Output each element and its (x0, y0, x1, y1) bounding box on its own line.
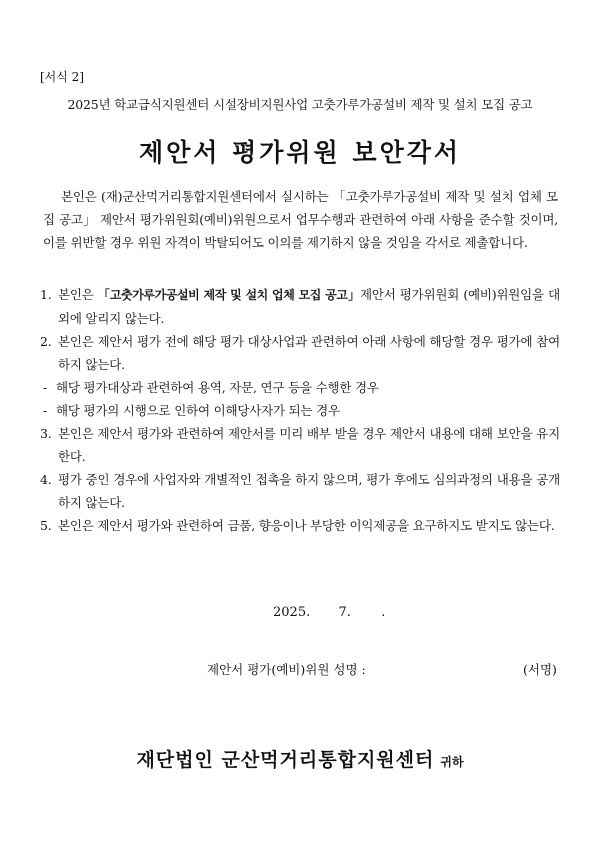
pledge-item-2 (40, 330, 560, 376)
pledge-item-3 (40, 422, 560, 468)
pledge-item-1 (40, 283, 560, 330)
document-title: 제안서 평가위원 보안각서 (138, 138, 462, 167)
date-month: 7. (338, 605, 351, 620)
recipient-line (0, 745, 600, 772)
pledge-item-4 (40, 468, 560, 514)
pledge-prefix: 본인은 (58, 287, 98, 302)
pledge-number: 2. (40, 334, 52, 349)
pledge-text: 본인은 제안서 평가와 관련하여 제안서를 미리 배부 받을 경우 제안서 내용에 대해 보안을 유지한다. (58, 426, 560, 464)
sub-list (40, 376, 560, 422)
pledge-number: 3. (40, 426, 52, 441)
pledge-number: 5. (40, 518, 52, 533)
pledge-text (58, 287, 560, 326)
intro-paragraph: 본인은 (재)군산먹거리통합지원센터에서 실시하는 「고춧가루가공설비 제작 및 설치 업체 모집 공고」 제안서 평가위원회(예비)위원으로서 업무수행과 관련하여 아래 사항을 준수할 것이며, 이를 위반할 경우 위원 자격이 박탈되어도 이의를 제기하지 않을 것임을 각서로 제출합니다. (43, 189, 558, 250)
pledge-text: 본인은 제안서 평가 전에 해당 평가 대상사업과 관련하여 아래 사항에 해당할 경우 평가에 참여하지 않는다. (58, 334, 560, 372)
recipient-organization: 재단법인 군산먹거리통합지원센터 (136, 749, 435, 771)
pledge-suffix: 제안서 평가위원회 (예비)위원임을 대외에 알리지 않는다. (58, 287, 560, 326)
document-subtitle: 2025년 학교급식지원센터 시설장비지원사업 고춧가루가공설비 제작 및 설치 모집 공고 (67, 97, 533, 112)
date-line (273, 605, 385, 620)
recipient-honorific: 귀하 (440, 755, 464, 769)
sub-item: - 해당 평가의 시행으로 인하여 이해당사자가 되는 경우 (43, 403, 340, 418)
signature-seal: (서명) (523, 662, 557, 677)
notice-name: 「고춧가루가공설비 제작 및 설치 업체 모집 공고」 (97, 288, 360, 302)
pledge-item-5 (40, 514, 560, 537)
pledge-sub-items (40, 376, 560, 422)
pledge-text: 본인은 제안서 평가와 관련하여 금품, 향응이나 부당한 이익제공을 요구하지도 받지도 않는다. (58, 518, 555, 533)
pledge-text: 평가 중인 경우에 사업자와 개별적인 접촉을 하지 않으며, 평가 후에도 심의과정의 내용을 공개하지 않는다. (58, 472, 560, 510)
pledge-number: 4. (40, 472, 52, 487)
form-label: [서식 2] (40, 70, 84, 84)
pledge-list (40, 283, 560, 537)
sub-item: - 해당 평가대상과 관련하여 용역, 자문, 연구 등을 수행한 경우 (43, 380, 379, 395)
date-day: . (381, 605, 386, 620)
pledge-number: 1. (40, 287, 52, 302)
signature-label: 제안서 평가(예비)위원 성명 : (207, 662, 366, 677)
date-year: 2025. (273, 605, 311, 620)
